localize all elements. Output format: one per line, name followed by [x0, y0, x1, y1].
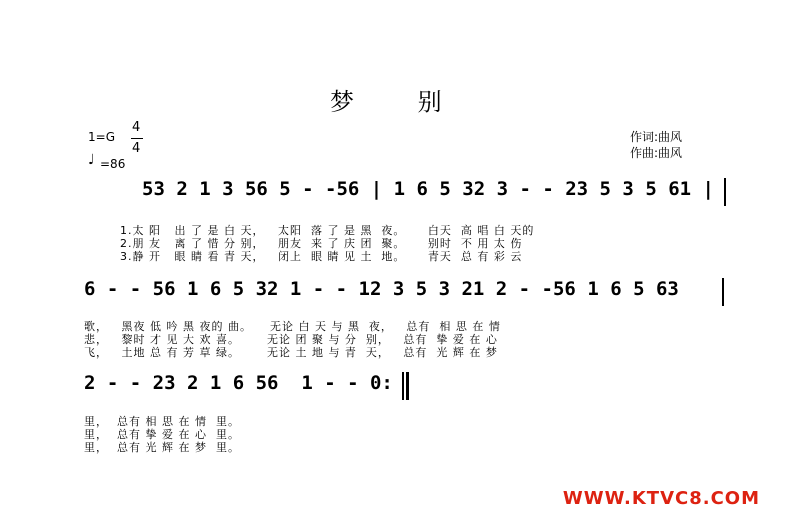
time-signature-top: 4	[132, 120, 141, 135]
key-signature: 1=G	[88, 130, 115, 144]
barline	[724, 178, 726, 206]
final-repeat-barline-thick	[406, 372, 409, 400]
lyric-verse-2: 悲， 黎时 才 见 大 欢 喜。 无论 团 聚 与 分 别， 总有 挚 爱 在 心	[84, 333, 498, 346]
staff-line-1: 53 2 1 3 56 5 - -56 | 1 6 5 32 3 - - 23 5 3 5 61 |	[142, 178, 714, 200]
tempo-marking: =86	[100, 157, 126, 171]
lyricist-credit: 作词:曲风	[630, 130, 683, 144]
lyric-verse-3: 3.静 开 眼 睛 看 青 天， 闭上 眼 睛 见 土 地。 青天 总 有 彩 云	[120, 250, 523, 263]
staff-line-3: 2 - - 23 2 1 6 56 1 - - 0:	[84, 372, 393, 394]
lyric-verse-3: 里， 总有 光 辉 在 梦 里。	[84, 441, 240, 454]
lyric-verse-2: 里， 总有 挚 爱 在 心 里。	[84, 428, 240, 441]
staff-line-2: 6 - - 56 1 6 5 32 1 - - 12 3 5 3 21 2 - -56 1 6 5 63	[84, 278, 679, 300]
barline	[722, 278, 724, 306]
lyric-verse-1: 1.太 阳 出 了 是 白 天， 太阳 落 了 是 黑 夜。 白天 高 唱 白 天的	[120, 224, 535, 237]
final-repeat-barline	[402, 372, 404, 400]
lyric-verse-1: 里， 总有 相 思 在 情 里。	[84, 415, 240, 428]
time-signature-divider	[131, 138, 143, 139]
lyric-verse-2: 2.朋 友 离 了 惜 分 别， 朋友 来 了 庆 团 聚。 别时 不 用 太 伤	[120, 237, 523, 250]
song-title: 梦 别	[330, 88, 470, 116]
composer-credit: 作曲:曲风	[630, 146, 683, 160]
lyric-verse-1: 歌， 黑夜 低 吟 黑 夜的 曲。 无论 白 天 与 黑 夜， 总有 相 思 在 情	[84, 320, 501, 333]
quarter-note-icon: ♩	[88, 152, 95, 168]
lyric-verse-3: 飞， 土地 总 有 芳 草 绿。 无论 土 地 与 青 天， 总有 光 辉 在 梦	[84, 346, 498, 359]
time-signature-bottom: 4	[132, 141, 141, 156]
site-watermark: WWW.KTVC8.COM	[562, 488, 760, 509]
